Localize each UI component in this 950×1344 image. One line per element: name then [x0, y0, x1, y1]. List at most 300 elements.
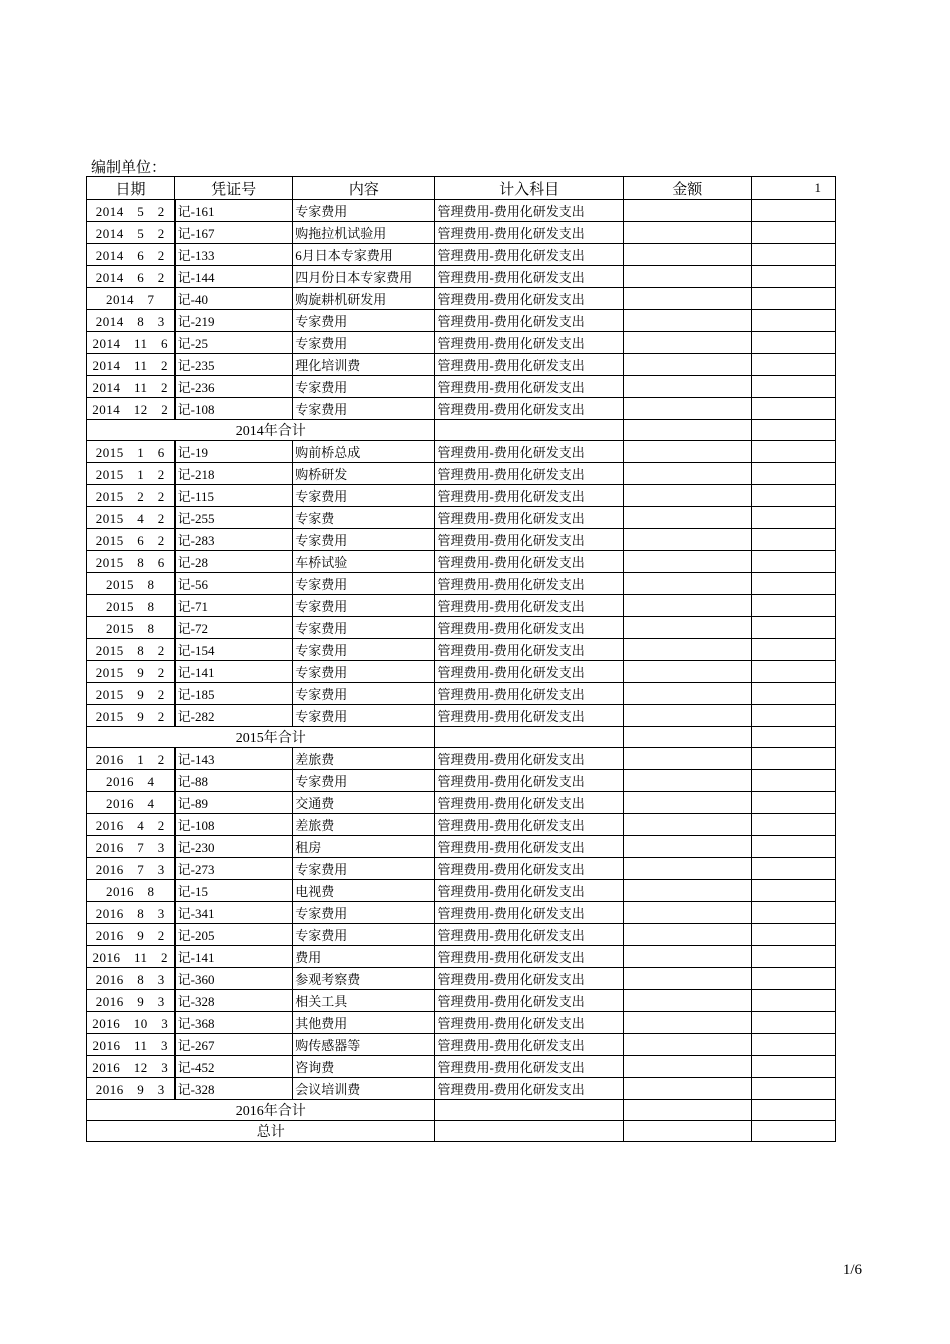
table-row: [87, 376, 836, 398]
row-account: 管理费用-费用化研发支出: [435, 266, 623, 288]
table-row: [87, 858, 836, 880]
row-account: 管理费用-费用化研发支出: [435, 617, 623, 639]
row-voucher: 记-71: [175, 595, 293, 617]
row-date: 2016 4 2: [87, 814, 175, 836]
row-amount: [623, 880, 751, 902]
row-date: 2015 9 2: [87, 661, 175, 683]
row-content: 专家费用: [293, 310, 435, 332]
table-row: [87, 683, 836, 705]
total-row: [87, 1121, 836, 1142]
subtotal-row: [87, 420, 836, 441]
row-account: [435, 420, 623, 441]
row-extra: [751, 288, 835, 310]
row-account: 管理费用-费用化研发支出: [435, 463, 623, 485]
row-amount: [623, 420, 751, 441]
row-account: 管理费用-费用化研发支出: [435, 200, 623, 222]
row-extra: [751, 1078, 835, 1100]
row-voucher: 记-341: [175, 902, 293, 924]
row-voucher: 记-255: [175, 507, 293, 529]
row-extra: [751, 770, 835, 792]
row-amount: [623, 288, 751, 310]
table-row: [87, 463, 836, 485]
row-content: 差旅费: [293, 814, 435, 836]
row-voucher: 记-89: [175, 792, 293, 814]
row-date: 2015 9 2: [87, 683, 175, 705]
row-account: 管理费用-费用化研发支出: [435, 1012, 623, 1034]
table-row: [87, 968, 836, 990]
row-date: 2016 10 3: [87, 1012, 175, 1034]
row-extra: [751, 902, 835, 924]
row-content: 专家费用: [293, 200, 435, 222]
row-extra: [751, 858, 835, 880]
row-amount: [623, 770, 751, 792]
row-amount: [623, 398, 751, 420]
header-content: 内容: [293, 177, 435, 200]
row-date: 2016 8: [87, 880, 175, 902]
row-extra: [751, 617, 835, 639]
row-date: 2016 11 3: [87, 1034, 175, 1056]
table-body: [87, 200, 836, 1142]
row-account: 管理费用-费用化研发支出: [435, 1034, 623, 1056]
row-account: 管理费用-费用化研发支出: [435, 222, 623, 244]
row-account: 管理费用-费用化研发支出: [435, 354, 623, 376]
row-voucher: 记-368: [175, 1012, 293, 1034]
row-amount: [623, 814, 751, 836]
row-voucher: 记-40: [175, 288, 293, 310]
table-row: [87, 332, 836, 354]
row-content: 专家费用: [293, 398, 435, 420]
row-account: 管理费用-费用化研发支出: [435, 529, 623, 551]
row-date: 2016 11 2: [87, 946, 175, 968]
row-amount: [623, 310, 751, 332]
row-extra: [751, 266, 835, 288]
row-voucher: 记-328: [175, 990, 293, 1012]
row-extra: [751, 507, 835, 529]
row-voucher: 记-167: [175, 222, 293, 244]
table-row: [87, 990, 836, 1012]
header-amount: 金额: [623, 177, 751, 200]
row-voucher: 记-144: [175, 266, 293, 288]
row-voucher: 记-283: [175, 529, 293, 551]
row-amount: [623, 507, 751, 529]
row-content: 电视费: [293, 880, 435, 902]
row-account: 管理费用-费用化研发支出: [435, 244, 623, 266]
row-account: 管理费用-费用化研发支出: [435, 332, 623, 354]
row-account: 管理费用-费用化研发支出: [435, 990, 623, 1012]
row-extra: [751, 748, 835, 770]
subtotal-label: 2016年合计: [87, 1100, 435, 1121]
header-date: 日期: [87, 177, 175, 200]
row-amount: [623, 529, 751, 551]
row-extra: [751, 1034, 835, 1056]
row-account: 管理费用-费用化研发支出: [435, 441, 623, 463]
row-account: [435, 1100, 623, 1121]
row-voucher: 记-88: [175, 770, 293, 792]
subtotal-row: [87, 727, 836, 748]
row-account: 管理费用-费用化研发支出: [435, 946, 623, 968]
row-amount: [623, 573, 751, 595]
row-voucher: 记-154: [175, 639, 293, 661]
row-account: 管理费用-费用化研发支出: [435, 398, 623, 420]
row-date: 2015 4 2: [87, 507, 175, 529]
row-amount: [623, 902, 751, 924]
row-extra: [751, 573, 835, 595]
row-date: 2016 9 2: [87, 924, 175, 946]
row-voucher: 记-15: [175, 880, 293, 902]
table-row: [87, 200, 836, 222]
table-row: [87, 595, 836, 617]
row-extra: [751, 924, 835, 946]
row-extra: [751, 727, 835, 748]
row-extra: [751, 639, 835, 661]
row-date: 2015 8 6: [87, 551, 175, 573]
row-amount: [623, 705, 751, 727]
row-date: 2014 11 2: [87, 354, 175, 376]
row-amount: [623, 836, 751, 858]
subtotal-label: 2014年合计: [87, 420, 435, 441]
row-content: 专家费用: [293, 683, 435, 705]
row-amount: [623, 551, 751, 573]
row-voucher: 记-218: [175, 463, 293, 485]
row-content: 专家费用: [293, 332, 435, 354]
row-content: 专家费用: [293, 617, 435, 639]
row-content: 专家费用: [293, 924, 435, 946]
row-amount: [623, 222, 751, 244]
row-account: 管理费用-费用化研发支出: [435, 1056, 623, 1078]
row-date: 2015 2 2: [87, 485, 175, 507]
row-account: 管理费用-费用化研发支出: [435, 792, 623, 814]
row-amount: [623, 485, 751, 507]
table-row: [87, 902, 836, 924]
row-extra: [751, 441, 835, 463]
table-row: [87, 880, 836, 902]
row-account: 管理费用-费用化研发支出: [435, 310, 623, 332]
table-row: [87, 1078, 836, 1100]
row-extra: [751, 376, 835, 398]
table-row: [87, 398, 836, 420]
table-row: [87, 441, 836, 463]
row-amount: [623, 924, 751, 946]
row-date: 2014 6 2: [87, 244, 175, 266]
row-account: 管理费用-费用化研发支出: [435, 748, 623, 770]
row-content: 购传感器等: [293, 1034, 435, 1056]
row-extra: [751, 1100, 835, 1121]
row-voucher: 记-28: [175, 551, 293, 573]
row-extra: [751, 529, 835, 551]
row-date: 2016 1 2: [87, 748, 175, 770]
row-content: 其他费用: [293, 1012, 435, 1034]
row-amount: [623, 617, 751, 639]
row-account: 管理费用-费用化研发支出: [435, 595, 623, 617]
row-amount: [623, 266, 751, 288]
table-row: [87, 661, 836, 683]
row-content: 相关工具: [293, 990, 435, 1012]
table-row: [87, 770, 836, 792]
row-amount: [623, 639, 751, 661]
row-account: 管理费用-费用化研发支出: [435, 661, 623, 683]
row-extra: [751, 1012, 835, 1034]
header-row: [87, 177, 836, 200]
row-extra: [751, 705, 835, 727]
row-date: 2016 4: [87, 792, 175, 814]
row-voucher: 记-19: [175, 441, 293, 463]
row-voucher: 记-273: [175, 858, 293, 880]
row-date: 2016 9 3: [87, 990, 175, 1012]
row-extra: [751, 200, 835, 222]
row-account: 管理费用-费用化研发支出: [435, 551, 623, 573]
row-extra: [751, 420, 835, 441]
row-amount: [623, 1056, 751, 1078]
row-date: 2014 5 2: [87, 222, 175, 244]
row-extra: [751, 946, 835, 968]
row-account: 管理费用-费用化研发支出: [435, 507, 623, 529]
row-amount: [623, 1100, 751, 1121]
expense-table: [86, 176, 836, 1142]
row-extra: [751, 310, 835, 332]
row-extra: [751, 990, 835, 1012]
row-amount: [623, 792, 751, 814]
row-amount: [623, 727, 751, 748]
row-extra: [751, 463, 835, 485]
row-account: 管理费用-费用化研发支出: [435, 924, 623, 946]
page-number: 1/6: [842, 1262, 862, 1278]
row-content: 专家费用: [293, 485, 435, 507]
table-row: [87, 551, 836, 573]
row-voucher: 记-360: [175, 968, 293, 990]
row-content: 专家费: [293, 507, 435, 529]
row-date: 2014 6 2: [87, 266, 175, 288]
row-amount: [623, 463, 751, 485]
row-content: 6月日本专家费用: [293, 244, 435, 266]
subtotal-label: 2015年合计: [87, 727, 435, 748]
row-extra: [751, 814, 835, 836]
table-row: [87, 266, 836, 288]
row-voucher: 记-25: [175, 332, 293, 354]
row-account: [435, 727, 623, 748]
row-content: 专家费用: [293, 661, 435, 683]
row-voucher: 记-282: [175, 705, 293, 727]
row-amount: [623, 244, 751, 266]
subtotal-row: [87, 1100, 836, 1121]
row-account: 管理费用-费用化研发支出: [435, 858, 623, 880]
row-extra: [751, 1056, 835, 1078]
table-row: [87, 617, 836, 639]
row-content: 专家费用: [293, 376, 435, 398]
row-extra: [751, 683, 835, 705]
row-content: 咨询费: [293, 1056, 435, 1078]
row-amount: [623, 332, 751, 354]
row-account: 管理费用-费用化研发支出: [435, 573, 623, 595]
row-extra: [751, 836, 835, 858]
table-row: [87, 748, 836, 770]
table-row: [87, 354, 836, 376]
row-content: 理化培训费: [293, 354, 435, 376]
row-extra: [751, 398, 835, 420]
row-extra: [751, 244, 835, 266]
row-account: 管理费用-费用化研发支出: [435, 902, 623, 924]
row-voucher: 记-205: [175, 924, 293, 946]
row-content: 购拖拉机试验用: [293, 222, 435, 244]
row-account: 管理费用-费用化研发支出: [435, 968, 623, 990]
table-row: [87, 485, 836, 507]
table-row: [87, 639, 836, 661]
row-amount: [623, 661, 751, 683]
row-amount: [623, 1078, 751, 1100]
table-row: [87, 946, 836, 968]
row-voucher: 记-141: [175, 661, 293, 683]
row-extra: [751, 551, 835, 573]
row-account: 管理费用-费用化研发支出: [435, 836, 623, 858]
row-account: 管理费用-费用化研发支出: [435, 288, 623, 310]
row-account: 管理费用-费用化研发支出: [435, 683, 623, 705]
table-row: [87, 705, 836, 727]
row-date: 2015 8: [87, 617, 175, 639]
row-date: 2015 1 2: [87, 463, 175, 485]
row-content: 差旅费: [293, 748, 435, 770]
row-amount: [623, 1121, 751, 1142]
row-extra: [751, 968, 835, 990]
row-content: 租房: [293, 836, 435, 858]
row-amount: [623, 858, 751, 880]
row-extra: [751, 880, 835, 902]
row-extra: [751, 595, 835, 617]
row-date: 2014 7: [87, 288, 175, 310]
row-account: 管理费用-费用化研发支出: [435, 880, 623, 902]
row-date: 2016 12 3: [87, 1056, 175, 1078]
row-voucher: 记-161: [175, 200, 293, 222]
row-amount: [623, 354, 751, 376]
row-voucher: 记-267: [175, 1034, 293, 1056]
row-date: 2016 7 3: [87, 858, 175, 880]
row-account: 管理费用-费用化研发支出: [435, 376, 623, 398]
row-date: 2016 9 3: [87, 1078, 175, 1100]
row-amount: [623, 990, 751, 1012]
row-date: 2015 6 2: [87, 529, 175, 551]
row-amount: [623, 1012, 751, 1034]
row-voucher: 记-115: [175, 485, 293, 507]
row-date: 2015 8: [87, 595, 175, 617]
table-row: [87, 836, 836, 858]
header-account: 计入科目: [435, 177, 623, 200]
row-voucher: 记-185: [175, 683, 293, 705]
table-row: [87, 814, 836, 836]
row-amount: [623, 376, 751, 398]
row-content: 购桥研发: [293, 463, 435, 485]
row-voucher: 记-219: [175, 310, 293, 332]
row-account: 管理费用-费用化研发支出: [435, 485, 623, 507]
row-date: 2014 11 2: [87, 376, 175, 398]
row-extra: [751, 661, 835, 683]
header-page-marker: 1: [751, 177, 835, 200]
row-voucher: 记-452: [175, 1056, 293, 1078]
row-date: 2014 5 2: [87, 200, 175, 222]
row-account: [435, 1121, 623, 1142]
row-content: 交通费: [293, 792, 435, 814]
row-extra: [751, 354, 835, 376]
row-content: 四月份日本专家费用: [293, 266, 435, 288]
row-voucher: 记-141: [175, 946, 293, 968]
row-date: 2016 4: [87, 770, 175, 792]
row-content: 费用: [293, 946, 435, 968]
row-amount: [623, 1034, 751, 1056]
row-content: 车桥试验: [293, 551, 435, 573]
table-row: [87, 288, 836, 310]
row-date: 2015 1 6: [87, 441, 175, 463]
row-content: 专家费用: [293, 770, 435, 792]
row-content: 会议培训费: [293, 1078, 435, 1100]
row-extra: [751, 332, 835, 354]
row-amount: [623, 441, 751, 463]
table-row: [87, 1012, 836, 1034]
row-amount: [623, 748, 751, 770]
row-date: 2015 8: [87, 573, 175, 595]
row-content: 购前桥总成: [293, 441, 435, 463]
row-extra: [751, 485, 835, 507]
row-voucher: 记-230: [175, 836, 293, 858]
row-content: 专家费用: [293, 902, 435, 924]
row-voucher: 记-143: [175, 748, 293, 770]
table-row: [87, 1056, 836, 1078]
row-voucher: 记-235: [175, 354, 293, 376]
row-date: 2014 11 6: [87, 332, 175, 354]
row-account: 管理费用-费用化研发支出: [435, 770, 623, 792]
table-row: [87, 222, 836, 244]
row-content: 专家费用: [293, 529, 435, 551]
row-date: 2015 8 2: [87, 639, 175, 661]
row-amount: [623, 968, 751, 990]
row-content: 专家费用: [293, 858, 435, 880]
row-voucher: 记-133: [175, 244, 293, 266]
header-voucher: 凭证号: [175, 177, 293, 200]
table-row: [87, 507, 836, 529]
row-voucher: 记-108: [175, 814, 293, 836]
table-row: [87, 1034, 836, 1056]
row-amount: [623, 946, 751, 968]
row-account: 管理费用-费用化研发支出: [435, 1078, 623, 1100]
row-voucher: 记-72: [175, 617, 293, 639]
table-row: [87, 244, 836, 266]
row-content: 专家费用: [293, 639, 435, 661]
row-date: 2014 12 2: [87, 398, 175, 420]
row-voucher: 记-328: [175, 1078, 293, 1100]
row-amount: [623, 683, 751, 705]
row-amount: [623, 200, 751, 222]
row-extra: [751, 792, 835, 814]
table-row: [87, 924, 836, 946]
row-content: 购旋耕机研发用: [293, 288, 435, 310]
table-row: [87, 573, 836, 595]
row-voucher: 记-56: [175, 573, 293, 595]
total-label: 总计: [87, 1121, 435, 1142]
row-date: 2016 8 3: [87, 968, 175, 990]
row-extra: [751, 1121, 835, 1142]
row-amount: [623, 595, 751, 617]
row-account: 管理费用-费用化研发支出: [435, 814, 623, 836]
table-row: [87, 792, 836, 814]
row-voucher: 记-236: [175, 376, 293, 398]
row-date: 2016 7 3: [87, 836, 175, 858]
row-content: 专家费用: [293, 705, 435, 727]
unit-label: 编制单位：: [91, 160, 167, 176]
row-account: 管理费用-费用化研发支出: [435, 639, 623, 661]
row-extra: [751, 222, 835, 244]
row-date: 2015 9 2: [87, 705, 175, 727]
table-row: [87, 310, 836, 332]
row-content: 专家费用: [293, 595, 435, 617]
row-voucher: 记-108: [175, 398, 293, 420]
row-content: 专家费用: [293, 573, 435, 595]
row-date: 2014 8 3: [87, 310, 175, 332]
